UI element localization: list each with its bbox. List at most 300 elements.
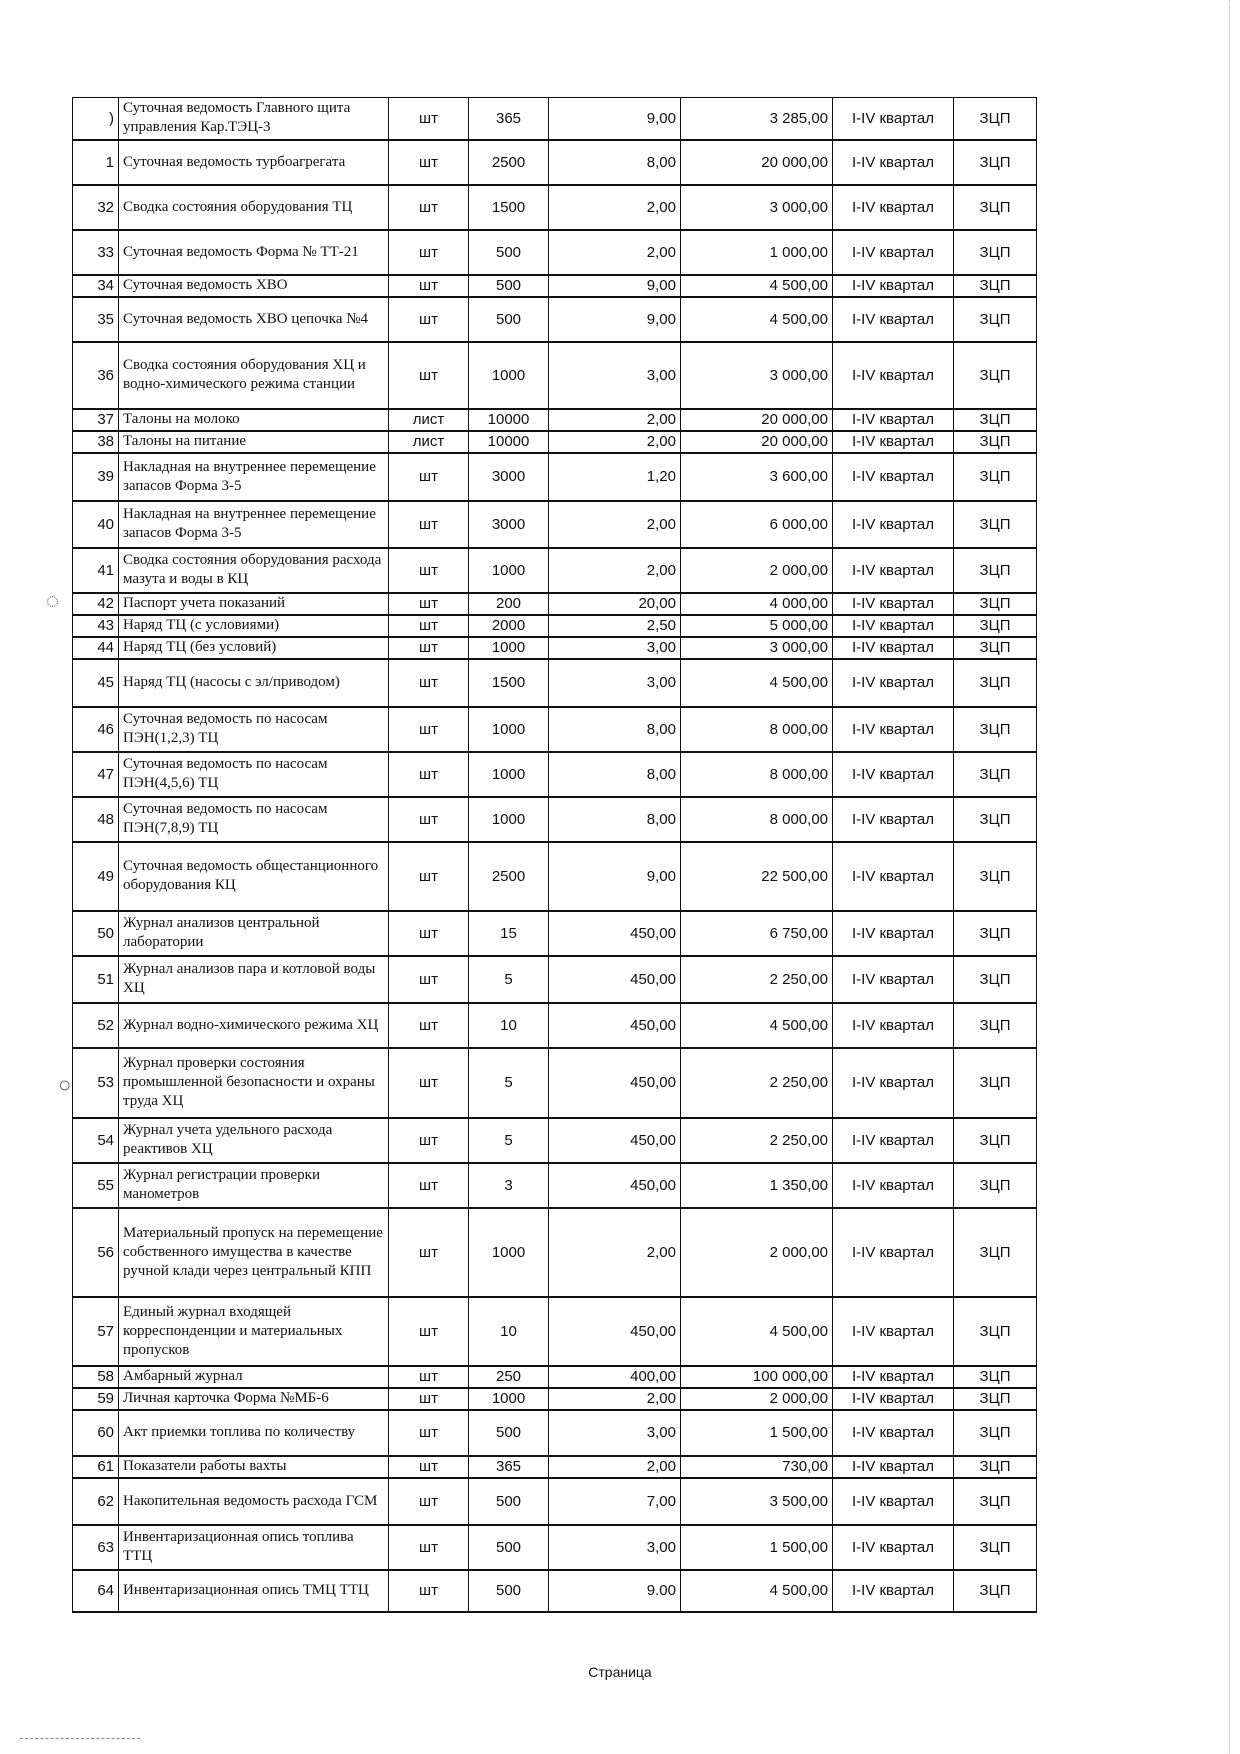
quantity: 10000 bbox=[469, 409, 549, 431]
row-number: 45 bbox=[73, 659, 119, 707]
unit-of-measure: шт bbox=[389, 1410, 469, 1456]
delivery-period: I-IV квартал bbox=[833, 409, 954, 431]
delivery-period: I-IV квартал bbox=[833, 297, 954, 342]
department: ЗЦП bbox=[954, 98, 1037, 140]
delivery-period: I-IV квартал bbox=[833, 1118, 954, 1163]
table-row bbox=[73, 501, 1037, 548]
item-description: Материальный пропуск на перемещение собственного имущества в качестве ручной клади через центральный КПП bbox=[119, 1208, 389, 1297]
department: ЗЦП bbox=[954, 797, 1037, 842]
total-amount: 4 500,00 bbox=[681, 1570, 833, 1612]
total-amount: 3 600,00 bbox=[681, 453, 833, 501]
table-row bbox=[73, 275, 1037, 297]
delivery-period: I-IV квартал bbox=[833, 230, 954, 275]
delivery-period: I-IV квартал bbox=[833, 140, 954, 185]
unit-of-measure: шт bbox=[389, 98, 469, 140]
row-number: 39 bbox=[73, 453, 119, 501]
item-description: Накопительная ведомость расхода ГСМ bbox=[119, 1478, 389, 1525]
row-number: 32 bbox=[73, 185, 119, 230]
department: ЗЦП bbox=[954, 911, 1037, 956]
table-body bbox=[73, 98, 1037, 1612]
unit-of-measure: шт bbox=[389, 297, 469, 342]
table-row bbox=[73, 1003, 1037, 1048]
unit-of-measure: шт bbox=[389, 707, 469, 752]
total-amount: 2 000,00 bbox=[681, 1388, 833, 1410]
unit-of-measure: шт bbox=[389, 453, 469, 501]
unit-price: 9.00 bbox=[549, 1570, 681, 1612]
unit-price: 450,00 bbox=[549, 956, 681, 1003]
quantity: 500 bbox=[469, 230, 549, 275]
quantity: 10 bbox=[469, 1297, 549, 1366]
department: ЗЦП bbox=[954, 752, 1037, 797]
total-amount: 2 250,00 bbox=[681, 1118, 833, 1163]
total-amount: 4 500,00 bbox=[681, 275, 833, 297]
delivery-period: I-IV квартал bbox=[833, 548, 954, 593]
table-row bbox=[73, 707, 1037, 752]
table-row bbox=[73, 797, 1037, 842]
unit-price: 450,00 bbox=[549, 1048, 681, 1118]
total-amount: 20 000,00 bbox=[681, 140, 833, 185]
quantity: 1000 bbox=[469, 342, 549, 409]
department: ЗЦП bbox=[954, 1478, 1037, 1525]
department: ЗЦП bbox=[954, 593, 1037, 615]
delivery-period: I-IV квартал bbox=[833, 615, 954, 637]
unit-of-measure: шт bbox=[389, 185, 469, 230]
unit-price: 450,00 bbox=[549, 911, 681, 956]
total-amount: 2 250,00 bbox=[681, 956, 833, 1003]
item-description: Талоны на питание bbox=[119, 431, 389, 453]
unit-price: 3,00 bbox=[549, 659, 681, 707]
item-description: Накладная на внутреннее перемещение запасов Форма 3-5 bbox=[119, 453, 389, 501]
row-number: 57 bbox=[73, 1297, 119, 1366]
quantity: 3000 bbox=[469, 453, 549, 501]
unit-price: 2,00 bbox=[549, 409, 681, 431]
quantity: 365 bbox=[469, 1456, 549, 1478]
delivery-period: I-IV квартал bbox=[833, 185, 954, 230]
item-description: Суточная ведомость Форма № ТТ-21 bbox=[119, 230, 389, 275]
delivery-period: I-IV квартал bbox=[833, 1570, 954, 1612]
quantity: 1000 bbox=[469, 1388, 549, 1410]
punch-hole-mark: ○ bbox=[58, 1072, 72, 1097]
delivery-period: I-IV квартал bbox=[833, 1297, 954, 1366]
table-row bbox=[73, 98, 1037, 140]
total-amount: 5 000,00 bbox=[681, 615, 833, 637]
row-number: 38 bbox=[73, 431, 119, 453]
delivery-period: I-IV квартал bbox=[833, 342, 954, 409]
department: ЗЦП bbox=[954, 501, 1037, 548]
department: ЗЦП bbox=[954, 1163, 1037, 1208]
unit-price: 2,00 bbox=[549, 1208, 681, 1297]
scan-edge-noise bbox=[1221, 0, 1230, 1754]
item-description: Наряд ТЦ (насосы с эл/приводом) bbox=[119, 659, 389, 707]
unit-price: 2,00 bbox=[549, 1388, 681, 1410]
unit-of-measure: шт bbox=[389, 659, 469, 707]
table-row bbox=[73, 431, 1037, 453]
quantity: 2500 bbox=[469, 842, 549, 911]
quantity: 1000 bbox=[469, 797, 549, 842]
department: ЗЦП bbox=[954, 842, 1037, 911]
total-amount: 4 500,00 bbox=[681, 659, 833, 707]
delivery-period: I-IV квартал bbox=[833, 911, 954, 956]
table-row bbox=[73, 1410, 1037, 1456]
total-amount: 8 000,00 bbox=[681, 797, 833, 842]
department: ЗЦП bbox=[954, 185, 1037, 230]
row-number: 53 bbox=[73, 1048, 119, 1118]
quantity: 1000 bbox=[469, 752, 549, 797]
row-number: 59 bbox=[73, 1388, 119, 1410]
item-description: Суточная ведомость ХВО цепочка №4 bbox=[119, 297, 389, 342]
unit-of-measure: шт bbox=[389, 1456, 469, 1478]
quantity: 10 bbox=[469, 1003, 549, 1048]
total-amount: 3 000,00 bbox=[681, 637, 833, 659]
unit-price: 3,00 bbox=[549, 1410, 681, 1456]
row-number: 54 bbox=[73, 1118, 119, 1163]
item-description: Показатели работы вахты bbox=[119, 1456, 389, 1478]
quantity: 500 bbox=[469, 1525, 549, 1570]
total-amount: 3 000,00 bbox=[681, 342, 833, 409]
unit-price: 8,00 bbox=[549, 752, 681, 797]
total-amount: 4 500,00 bbox=[681, 1297, 833, 1366]
unit-price: 7,00 bbox=[549, 1478, 681, 1525]
unit-of-measure: шт bbox=[389, 1570, 469, 1612]
unit-of-measure: шт bbox=[389, 1048, 469, 1118]
quantity: 1000 bbox=[469, 1208, 549, 1297]
delivery-period: I-IV квартал bbox=[833, 501, 954, 548]
unit-of-measure: шт bbox=[389, 342, 469, 409]
item-description: Суточная ведомость по насосам ПЭН(1,2,3) ТЦ bbox=[119, 707, 389, 752]
unit-price: 450,00 bbox=[549, 1297, 681, 1366]
row-number: 40 bbox=[73, 501, 119, 548]
total-amount: 8 000,00 bbox=[681, 752, 833, 797]
table-row bbox=[73, 1297, 1037, 1366]
total-amount: 6 750,00 bbox=[681, 911, 833, 956]
item-description: Паспорт учета показаний bbox=[119, 593, 389, 615]
table-row bbox=[73, 453, 1037, 501]
delivery-period: I-IV квартал bbox=[833, 956, 954, 1003]
department: ЗЦП bbox=[954, 1297, 1037, 1366]
unit-of-measure: лист bbox=[389, 431, 469, 453]
table-row bbox=[73, 1366, 1037, 1388]
unit-of-measure: шт bbox=[389, 1297, 469, 1366]
row-number: 36 bbox=[73, 342, 119, 409]
table-row bbox=[73, 1525, 1037, 1570]
unit-of-measure: шт bbox=[389, 140, 469, 185]
unit-price: 450,00 bbox=[549, 1163, 681, 1208]
row-number: 49 bbox=[73, 842, 119, 911]
unit-of-measure: шт bbox=[389, 1003, 469, 1048]
quantity: 3000 bbox=[469, 501, 549, 548]
unit-price: 2,00 bbox=[549, 1456, 681, 1478]
department: ЗЦП bbox=[954, 1456, 1037, 1478]
quantity: 500 bbox=[469, 1410, 549, 1456]
row-number: 43 bbox=[73, 615, 119, 637]
delivery-period: I-IV квартал bbox=[833, 1410, 954, 1456]
delivery-period: I-IV квартал bbox=[833, 593, 954, 615]
quantity: 500 bbox=[469, 1478, 549, 1525]
delivery-period: I-IV квартал bbox=[833, 1478, 954, 1525]
unit-of-measure: шт bbox=[389, 637, 469, 659]
total-amount: 4 500,00 bbox=[681, 1003, 833, 1048]
unit-of-measure: шт bbox=[389, 797, 469, 842]
item-description: Наряд ТЦ (без условий) bbox=[119, 637, 389, 659]
page-footer-label: Страница bbox=[588, 1664, 652, 1680]
item-description: Суточная ведомость ХВО bbox=[119, 275, 389, 297]
row-number: 52 bbox=[73, 1003, 119, 1048]
unit-of-measure: лист bbox=[389, 409, 469, 431]
item-description: Журнал анализов пара и котловой воды ХЦ bbox=[119, 956, 389, 1003]
item-description: Журнал водно-химического режима ХЦ bbox=[119, 1003, 389, 1048]
total-amount: 1 000,00 bbox=[681, 230, 833, 275]
department: ЗЦП bbox=[954, 1118, 1037, 1163]
delivery-period: I-IV квартал bbox=[833, 797, 954, 842]
unit-price: 2,00 bbox=[549, 185, 681, 230]
row-number: 64 bbox=[73, 1570, 119, 1612]
delivery-period: I-IV квартал bbox=[833, 1048, 954, 1118]
department: ЗЦП bbox=[954, 1003, 1037, 1048]
delivery-period: I-IV квартал bbox=[833, 1456, 954, 1478]
row-number: 61 bbox=[73, 1456, 119, 1478]
quantity: 3 bbox=[469, 1163, 549, 1208]
table-row bbox=[73, 297, 1037, 342]
table-row bbox=[73, 1478, 1037, 1525]
table-row bbox=[73, 409, 1037, 431]
row-number: 42 bbox=[73, 593, 119, 615]
total-amount: 3 285,00 bbox=[681, 98, 833, 140]
unit-of-measure: шт bbox=[389, 752, 469, 797]
delivery-period: I-IV квартал bbox=[833, 752, 954, 797]
department: ЗЦП bbox=[954, 230, 1037, 275]
item-description: Журнал проверки состояния промышленной безопасности и охраны труда ХЦ bbox=[119, 1048, 389, 1118]
item-description: Сводка состояния оборудования расхода мазута и воды в КЦ bbox=[119, 548, 389, 593]
unit-of-measure: шт bbox=[389, 1388, 469, 1410]
quantity: 500 bbox=[469, 297, 549, 342]
quantity: 5 bbox=[469, 1118, 549, 1163]
unit-price: 3,00 bbox=[549, 637, 681, 659]
row-number: 34 bbox=[73, 275, 119, 297]
unit-price: 8,00 bbox=[549, 140, 681, 185]
total-amount: 4 500,00 bbox=[681, 297, 833, 342]
total-amount: 100 000,00 bbox=[681, 1366, 833, 1388]
row-number: 47 bbox=[73, 752, 119, 797]
item-description: Суточная ведомость Главного щита управления Кар.ТЭЦ-3 bbox=[119, 98, 389, 140]
department: ЗЦП bbox=[954, 1570, 1037, 1612]
unit-price: 3,00 bbox=[549, 1525, 681, 1570]
unit-of-measure: шт bbox=[389, 911, 469, 956]
table-row bbox=[73, 230, 1037, 275]
row-number: 46 bbox=[73, 707, 119, 752]
item-description: Журнал анализов центральной лаборатории bbox=[119, 911, 389, 956]
punch-hole-mark: ◌ bbox=[46, 588, 60, 613]
row-number: 41 bbox=[73, 548, 119, 593]
department: ЗЦП bbox=[954, 1410, 1037, 1456]
total-amount: 8 000,00 bbox=[681, 707, 833, 752]
department: ЗЦП bbox=[954, 615, 1037, 637]
delivery-period: I-IV квартал bbox=[833, 842, 954, 911]
row-number: 60 bbox=[73, 1410, 119, 1456]
table-row bbox=[73, 1163, 1037, 1208]
item-description: Амбарный журнал bbox=[119, 1366, 389, 1388]
row-number: 35 bbox=[73, 297, 119, 342]
delivery-period: I-IV квартал bbox=[833, 1208, 954, 1297]
row-number: 58 bbox=[73, 1366, 119, 1388]
total-amount: 6 000,00 bbox=[681, 501, 833, 548]
quantity: 2000 bbox=[469, 615, 549, 637]
unit-price: 9,00 bbox=[549, 275, 681, 297]
department: ЗЦП bbox=[954, 1525, 1037, 1570]
unit-of-measure: шт bbox=[389, 956, 469, 1003]
total-amount: 2 000,00 bbox=[681, 1208, 833, 1297]
unit-of-measure: шт bbox=[389, 1163, 469, 1208]
department: ЗЦП bbox=[954, 297, 1037, 342]
item-description: Суточная ведомость общестанционного оборудования КЦ bbox=[119, 842, 389, 911]
item-description: Инвентаризационная опись топлива ТТЦ bbox=[119, 1525, 389, 1570]
table-row bbox=[73, 185, 1037, 230]
unit-price: 9,00 bbox=[549, 98, 681, 140]
table-row bbox=[73, 548, 1037, 593]
item-description: Журнал учета удельного расхода реактивов ХЦ bbox=[119, 1118, 389, 1163]
department: ЗЦП bbox=[954, 548, 1037, 593]
row-number: 1 bbox=[73, 140, 119, 185]
department: ЗЦП bbox=[954, 275, 1037, 297]
table-row bbox=[73, 911, 1037, 956]
item-description: Журнал регистрации проверки манометров bbox=[119, 1163, 389, 1208]
row-number: 56 bbox=[73, 1208, 119, 1297]
unit-price: 3,00 bbox=[549, 342, 681, 409]
item-description: Сводка состояния оборудования ХЦ и водно-химического режима станции bbox=[119, 342, 389, 409]
table-row bbox=[73, 1570, 1037, 1612]
row-number: 44 bbox=[73, 637, 119, 659]
quantity: 1000 bbox=[469, 707, 549, 752]
scan-smudge bbox=[20, 1738, 140, 1741]
delivery-period: I-IV квартал bbox=[833, 275, 954, 297]
delivery-period: I-IV квартал bbox=[833, 453, 954, 501]
quantity: 2500 bbox=[469, 140, 549, 185]
delivery-period: I-IV квартал bbox=[833, 637, 954, 659]
unit-price: 1,20 bbox=[549, 453, 681, 501]
table-row bbox=[73, 615, 1037, 637]
table-row bbox=[73, 1388, 1037, 1410]
table-row bbox=[73, 637, 1037, 659]
unit-of-measure: шт bbox=[389, 1478, 469, 1525]
quantity: 200 bbox=[469, 593, 549, 615]
item-description: Сводка состояния оборудования ТЦ bbox=[119, 185, 389, 230]
unit-of-measure: шт bbox=[389, 615, 469, 637]
delivery-period: I-IV квартал bbox=[833, 431, 954, 453]
unit-price: 8,00 bbox=[549, 797, 681, 842]
table-row bbox=[73, 1048, 1037, 1118]
unit-price: 2,00 bbox=[549, 431, 681, 453]
table-row bbox=[73, 593, 1037, 615]
unit-price: 8,00 bbox=[549, 707, 681, 752]
quantity: 500 bbox=[469, 275, 549, 297]
department: ЗЦП bbox=[954, 342, 1037, 409]
unit-price: 2,00 bbox=[549, 501, 681, 548]
row-number: 62 bbox=[73, 1478, 119, 1525]
unit-price: 450,00 bbox=[549, 1003, 681, 1048]
price-table bbox=[72, 97, 1037, 1613]
department: ЗЦП bbox=[954, 409, 1037, 431]
delivery-period: I-IV квартал bbox=[833, 98, 954, 140]
department: ЗЦП bbox=[954, 1208, 1037, 1297]
delivery-period: I-IV квартал bbox=[833, 707, 954, 752]
quantity: 15 bbox=[469, 911, 549, 956]
unit-of-measure: шт bbox=[389, 1208, 469, 1297]
unit-of-measure: шт bbox=[389, 842, 469, 911]
total-amount: 1 350,00 bbox=[681, 1163, 833, 1208]
total-amount: 1 500,00 bbox=[681, 1410, 833, 1456]
unit-price: 20,00 bbox=[549, 593, 681, 615]
department: ЗЦП bbox=[954, 1388, 1037, 1410]
row-number: 33 bbox=[73, 230, 119, 275]
department: ЗЦП bbox=[954, 1366, 1037, 1388]
unit-of-measure: шт bbox=[389, 501, 469, 548]
quantity: 500 bbox=[469, 1570, 549, 1612]
unit-of-measure: шт bbox=[389, 1118, 469, 1163]
delivery-period: I-IV квартал bbox=[833, 1388, 954, 1410]
department: ЗЦП bbox=[954, 453, 1037, 501]
unit-price: 400,00 bbox=[549, 1366, 681, 1388]
total-amount: 4 000,00 bbox=[681, 593, 833, 615]
table-row bbox=[73, 842, 1037, 911]
department: ЗЦП bbox=[954, 637, 1037, 659]
row-number: ) bbox=[73, 98, 119, 140]
row-number: 50 bbox=[73, 911, 119, 956]
unit-price: 9,00 bbox=[549, 297, 681, 342]
item-description: Суточная ведомость по насосам ПЭН(4,5,6) ТЦ bbox=[119, 752, 389, 797]
delivery-period: I-IV квартал bbox=[833, 1525, 954, 1570]
total-amount: 22 500,00 bbox=[681, 842, 833, 911]
unit-of-measure: шт bbox=[389, 230, 469, 275]
total-amount: 1 500,00 bbox=[681, 1525, 833, 1570]
table-row bbox=[73, 752, 1037, 797]
item-description: Талоны на молоко bbox=[119, 409, 389, 431]
table-row bbox=[73, 1456, 1037, 1478]
total-amount: 20 000,00 bbox=[681, 409, 833, 431]
department: ЗЦП bbox=[954, 707, 1037, 752]
item-description: Накладная на внутреннее перемещение запасов Форма 3-5 bbox=[119, 501, 389, 548]
total-amount: 3 500,00 bbox=[681, 1478, 833, 1525]
item-description: Личная карточка Форма №МБ-6 bbox=[119, 1388, 389, 1410]
unit-price: 2,00 bbox=[549, 548, 681, 593]
table-row bbox=[73, 1208, 1037, 1297]
row-number: 55 bbox=[73, 1163, 119, 1208]
quantity: 5 bbox=[469, 1048, 549, 1118]
delivery-period: I-IV квартал bbox=[833, 1366, 954, 1388]
row-number: 48 bbox=[73, 797, 119, 842]
total-amount: 20 000,00 bbox=[681, 431, 833, 453]
table-row bbox=[73, 342, 1037, 409]
row-number: 63 bbox=[73, 1525, 119, 1570]
delivery-period: I-IV квартал bbox=[833, 1163, 954, 1208]
unit-of-measure: шт bbox=[389, 548, 469, 593]
table-row bbox=[73, 956, 1037, 1003]
unit-of-measure: шт bbox=[389, 1525, 469, 1570]
unit-price: 2,50 bbox=[549, 615, 681, 637]
department: ЗЦП bbox=[954, 956, 1037, 1003]
total-amount: 3 000,00 bbox=[681, 185, 833, 230]
total-amount: 2 000,00 bbox=[681, 548, 833, 593]
quantity: 1000 bbox=[469, 637, 549, 659]
unit-of-measure: шт bbox=[389, 275, 469, 297]
delivery-period: I-IV квартал bbox=[833, 659, 954, 707]
quantity: 1500 bbox=[469, 659, 549, 707]
unit-price: 9,00 bbox=[549, 842, 681, 911]
item-description: Инвентаризационная опись ТМЦ ТТЦ bbox=[119, 1570, 389, 1612]
item-description: Единый журнал входящей корреспонденции и материальных пропусков bbox=[119, 1297, 389, 1366]
total-amount: 2 250,00 bbox=[681, 1048, 833, 1118]
item-description: Суточная ведомость турбоагрегата bbox=[119, 140, 389, 185]
quantity: 250 bbox=[469, 1366, 549, 1388]
unit-price: 450,00 bbox=[549, 1118, 681, 1163]
